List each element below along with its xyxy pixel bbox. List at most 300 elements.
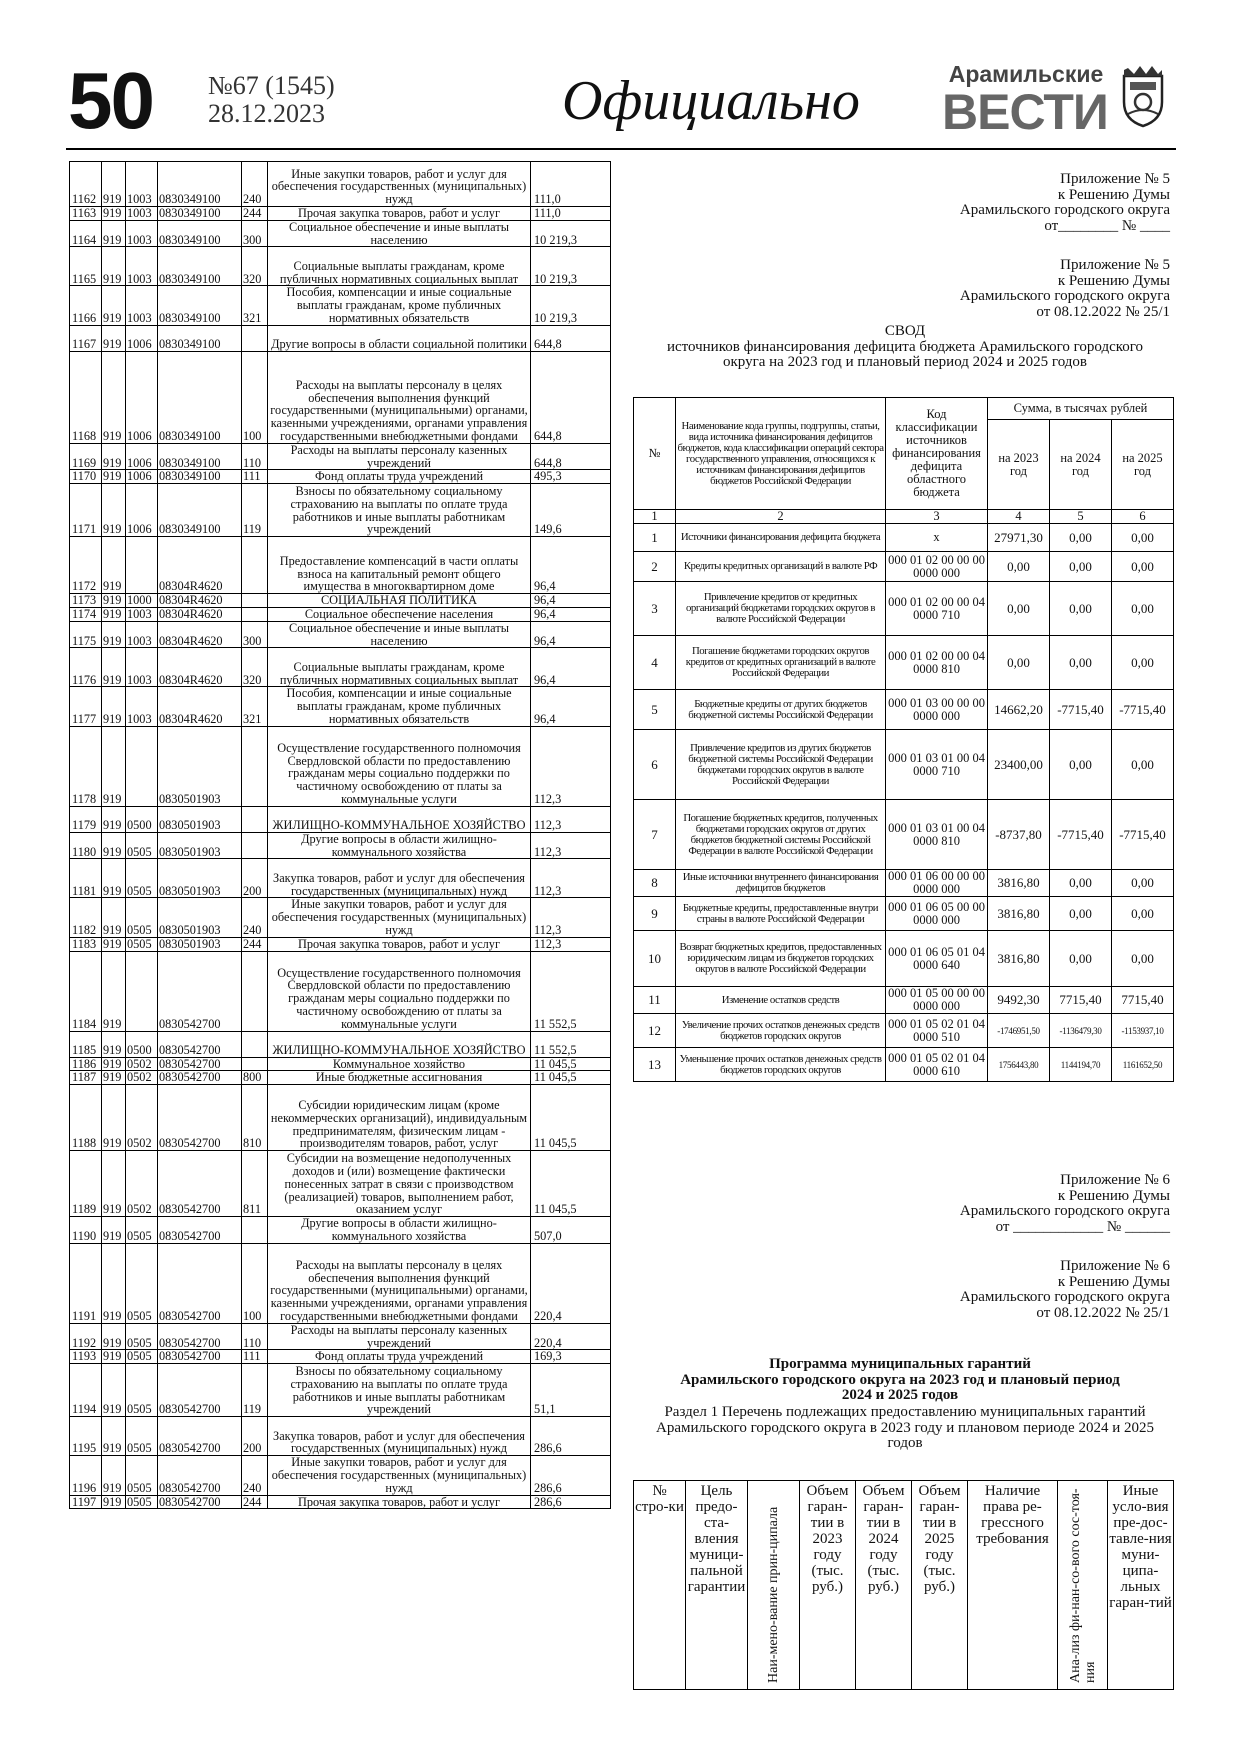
row-target: 0830501903 <box>158 726 242 806</box>
svod-row-code: 000 01 06 00 00 00 0000 000 <box>886 870 988 897</box>
row-section: 1006 <box>126 470 158 484</box>
row-grbs: 919 <box>102 607 126 621</box>
svod-row-2023: 3816,80 <box>988 931 1050 987</box>
row-section: 0502 <box>126 1057 158 1071</box>
row-kind: 200 <box>242 859 268 898</box>
masthead-top: Арамильские <box>948 61 1104 87</box>
svod-row-2024: 0,00 <box>1050 870 1112 897</box>
row-name: Коммунальное хозяйство <box>268 1057 531 1071</box>
row-target: 0830542700 <box>158 1364 242 1417</box>
row-amount: 286,6 <box>531 1495 611 1509</box>
row-grbs: 919 <box>102 1495 126 1509</box>
svod-row-code: 000 01 03 01 00 04 0000 810 <box>886 800 988 870</box>
svod-col-number: 2 <box>676 510 886 524</box>
row-kind: 321 <box>242 687 268 726</box>
svod-head-name: Наименование кода группы, подгруппы, статьи, вида источника финансирования дефицитов бюджетов, кода классификации операций сектора государственного управления, относящихся к источникам финансирования дефицитов бюджетов Российской Федерации <box>676 398 886 510</box>
row-target: 08304R4620 <box>158 607 242 621</box>
row-grbs: 919 <box>102 1085 126 1151</box>
row-name: Социальные выплаты гражданам, кроме публичных нормативных социальных выплат <box>268 648 531 687</box>
row-number: 1172 <box>70 537 102 594</box>
row-grbs: 919 <box>102 832 126 859</box>
svod-row <box>634 897 1174 931</box>
row-number: 1173 <box>70 594 102 608</box>
row-kind <box>242 607 268 621</box>
table-row <box>70 621 611 648</box>
svod-row-name: Бюджетные кредиты, предоставленные внутри страны в валюте Российской Федерации <box>676 897 886 931</box>
row-number: 1183 <box>70 937 102 951</box>
row-kind <box>242 325 268 351</box>
row-target: 0830349100 <box>158 207 242 221</box>
row-grbs: 919 <box>102 726 126 806</box>
row-target: 0830349100 <box>158 325 242 351</box>
svod-row-number: 13 <box>634 1048 676 1082</box>
row-number: 1177 <box>70 687 102 726</box>
row-number: 1196 <box>70 1456 102 1495</box>
row-grbs: 919 <box>102 537 126 594</box>
svod-row-name: Иные источники внутреннего финансирования дефицитов бюджетов <box>676 870 886 897</box>
svod-title: СВОД <box>884 323 926 339</box>
row-amount: 96,4 <box>531 537 611 594</box>
svod-head-code: Код классификации источников финансирования дефицита областного бюджета <box>886 398 988 510</box>
svod-row <box>634 636 1174 690</box>
row-number: 1176 <box>70 648 102 687</box>
coat-of-arms-icon <box>1118 62 1168 128</box>
row-grbs: 919 <box>102 351 126 443</box>
svod-row-code: 000 01 06 05 01 04 0000 640 <box>886 931 988 987</box>
row-amount: 112,3 <box>531 726 611 806</box>
row-amount: 96,4 <box>531 594 611 608</box>
row-kind: 200 <box>242 1417 268 1456</box>
row-kind: 100 <box>242 1243 268 1323</box>
expenses-table <box>69 161 611 1509</box>
row-section: 1006 <box>126 351 158 443</box>
svod-row <box>634 730 1174 800</box>
svod-row-number: 6 <box>634 730 676 800</box>
guarantee-head-2025: Объем гаран-тии в 2025 году (тыс. руб.) <box>912 1481 968 1690</box>
row-section: 1006 <box>126 325 158 351</box>
row-grbs: 919 <box>102 621 126 648</box>
svod-head-num: № <box>634 398 676 510</box>
svod-row-2023: 3816,80 <box>988 870 1050 897</box>
row-number: 1182 <box>70 898 102 937</box>
row-grbs: 919 <box>102 207 126 221</box>
table-row <box>70 351 611 443</box>
table-row <box>70 247 611 286</box>
row-number: 1190 <box>70 1217 102 1244</box>
row-number: 1180 <box>70 832 102 859</box>
table-row <box>70 1364 611 1417</box>
row-target: 0830349100 <box>158 162 242 207</box>
row-section: 1003 <box>126 648 158 687</box>
row-number: 1175 <box>70 621 102 648</box>
row-grbs: 919 <box>102 594 126 608</box>
svod-row-2024: 0,00 <box>1050 931 1112 987</box>
guarantees-table <box>633 1480 1174 1690</box>
svod-row-name: Возврат бюджетных кредитов, предоставленных юридическим лицам из бюджетов городских округов в валюте Российской Федерации <box>676 931 886 987</box>
svod-row-2025: 7715,40 <box>1112 987 1174 1014</box>
row-name: Пособия, компенсации и иные социальные выплаты гражданам, кроме публичных нормативных обязательств <box>268 286 531 325</box>
row-amount: 11 045,5 <box>531 1057 611 1071</box>
row-amount: 111,0 <box>531 162 611 207</box>
row-kind: 800 <box>242 1071 268 1085</box>
svod-row <box>634 582 1174 636</box>
svod-row-number: 12 <box>634 1014 676 1048</box>
appendix6-draft: Приложение № 6 к Решению Думы Арамильского городского округа от ____________ № ______ <box>959 1172 1170 1235</box>
table-row <box>70 1151 611 1217</box>
svod-row <box>634 931 1174 987</box>
guarantee-head-num: № стро-ки <box>634 1481 686 1690</box>
row-section: 1003 <box>126 687 158 726</box>
row-amount: 495,3 <box>531 470 611 484</box>
table-row <box>70 1217 611 1244</box>
row-name: Взносы по обязательному социальному страхованию на выплаты по оплате труда работников и иные выплаты работникам учреждений <box>268 484 531 537</box>
svod-row-2025: -7715,40 <box>1112 800 1174 870</box>
row-kind: 240 <box>242 1456 268 1495</box>
svod-row-2023: 23400,00 <box>988 730 1050 800</box>
masthead-bottom: ВЕСТИ <box>942 84 1108 140</box>
row-kind: 811 <box>242 1151 268 1217</box>
table-row <box>70 1243 611 1323</box>
row-number: 1186 <box>70 1057 102 1071</box>
row-grbs: 919 <box>102 1350 126 1364</box>
row-section: 0502 <box>126 1085 158 1151</box>
row-kind <box>242 537 268 594</box>
svod-heading <box>640 324 1170 371</box>
svod-head-y2: на 2024 год <box>1050 420 1112 510</box>
row-target: 0830501903 <box>158 898 242 937</box>
svod-row-2025: 0,00 <box>1112 552 1174 582</box>
row-name: Иные закупки товаров, работ и услуг для обеспечения государственных (муниципальных) нужд <box>268 162 531 207</box>
row-kind <box>242 1217 268 1244</box>
row-section: 1006 <box>126 484 158 537</box>
masthead <box>942 62 1172 142</box>
row-kind <box>242 832 268 859</box>
guarantee-head-other: Иные усло-вия пре-дос-тавле-ния муни-ципа-льных гаран-тий <box>1108 1481 1174 1690</box>
row-number: 1164 <box>70 220 102 247</box>
row-number: 1185 <box>70 1031 102 1057</box>
row-number: 1169 <box>70 443 102 470</box>
row-amount: 169,3 <box>531 1350 611 1364</box>
row-number: 1195 <box>70 1417 102 1456</box>
table-row <box>70 286 611 325</box>
table-row <box>70 859 611 898</box>
row-name: Иные бюджетные ассигнования <box>268 1071 531 1085</box>
row-section: 0505 <box>126 1417 158 1456</box>
row-section: 1006 <box>126 443 158 470</box>
row-section: 1003 <box>126 207 158 221</box>
svod-row-2023: 27971,30 <box>988 524 1050 552</box>
svod-row-2025: 0,00 <box>1112 524 1174 552</box>
row-grbs: 919 <box>102 1323 126 1350</box>
table-row <box>70 162 611 207</box>
row-target: 0830349100 <box>158 351 242 443</box>
row-target: 0830349100 <box>158 286 242 325</box>
table-row <box>70 1057 611 1071</box>
row-amount: 112,3 <box>531 832 611 859</box>
row-amount: 644,8 <box>531 443 611 470</box>
row-target: 0830542700 <box>158 1057 242 1071</box>
svod-table <box>633 397 1174 1082</box>
svod-head-y1: на 2023 год <box>988 420 1050 510</box>
row-target: 0830349100 <box>158 220 242 247</box>
svod-row-code: 000 01 02 00 00 00 0000 000 <box>886 552 988 582</box>
row-name: Иные закупки товаров, работ и услуг для обеспечения государственных (муниципальных) нужд <box>268 1456 531 1495</box>
row-section: 0502 <box>126 1151 158 1217</box>
row-number: 1197 <box>70 1495 102 1509</box>
row-name: Взносы по обязательному социальному страхованию на выплаты по оплате труда работников и иные выплаты работникам учреждений <box>268 1364 531 1417</box>
row-number: 1171 <box>70 484 102 537</box>
row-grbs: 919 <box>102 1071 126 1085</box>
program-section: Раздел 1 Перечень подлежащих предоставлению муниципальных гарантий Арамильского городского округа в 2023 году и плановом периоде 2024 и 2025 годов <box>656 1404 1154 1451</box>
table-row <box>70 951 611 1031</box>
row-name: Расходы на выплаты персоналу казенных учреждений <box>268 443 531 470</box>
row-target: 0830542700 <box>158 1417 242 1456</box>
svod-row-2025: -1153937,10 <box>1112 1014 1174 1048</box>
row-number: 1170 <box>70 470 102 484</box>
row-name: СОЦИАЛЬНАЯ ПОЛИТИКА <box>268 594 531 608</box>
svod-row-code: 000 01 05 00 00 00 0000 000 <box>886 987 988 1014</box>
row-target: 08304R4620 <box>158 687 242 726</box>
table-row <box>70 1323 611 1350</box>
row-kind: 300 <box>242 220 268 247</box>
table-row <box>70 1071 611 1085</box>
program-title: Программа муниципальных гарантий Арамильского городского округа на 2023 год и плановый период 2024 и 2025 годов <box>680 1356 1120 1403</box>
guarantee-head-2024: Объем гаран-тии в 2024 году (тыс. руб.) <box>856 1481 912 1690</box>
svod-row-code: 000 01 02 00 00 04 0000 810 <box>886 636 988 690</box>
row-name: Осуществление государственного полномочия Свердловской области по предоставлению гражданам меры социально поддержки по частичному освобождению от платы за коммунальные услуги <box>268 951 531 1031</box>
row-grbs: 919 <box>102 687 126 726</box>
row-section: 0505 <box>126 832 158 859</box>
table-row <box>70 1417 611 1456</box>
row-grbs: 919 <box>102 1031 126 1057</box>
page-number: 50 <box>68 56 153 145</box>
svod-row-number: 11 <box>634 987 676 1014</box>
svod-row-code: 000 01 02 00 00 04 0000 710 <box>886 582 988 636</box>
row-target: 0830542700 <box>158 1031 242 1057</box>
row-target: 0830542700 <box>158 1085 242 1151</box>
guarantee-head-goal: Цель предо-ста-вления муници-пальной гарантии <box>686 1481 748 1690</box>
row-grbs: 919 <box>102 648 126 687</box>
guarantee-head-principal: Наи-мено-вание прин-ципала <box>748 1481 800 1690</box>
row-kind: 110 <box>242 1323 268 1350</box>
guarantee-head-regress: Наличие права ре-грессного требования <box>968 1481 1058 1690</box>
svod-row-name: Источники финансирования дефицита бюджета <box>676 524 886 552</box>
row-section: 1003 <box>126 162 158 207</box>
row-number: 1193 <box>70 1350 102 1364</box>
row-amount: 111,0 <box>531 207 611 221</box>
row-amount: 507,0 <box>531 1217 611 1244</box>
svod-row-2025: 0,00 <box>1112 636 1174 690</box>
svod-row-2023: 0,00 <box>988 636 1050 690</box>
row-name: Социальное обеспечение населения <box>268 607 531 621</box>
row-target: 0830542700 <box>158 951 242 1031</box>
svod-col-number: 4 <box>988 510 1050 524</box>
row-section: 0505 <box>126 1364 158 1417</box>
row-target: 08304R4620 <box>158 537 242 594</box>
row-amount: 286,6 <box>531 1456 611 1495</box>
svod-row-2025: 0,00 <box>1112 730 1174 800</box>
row-amount: 112,3 <box>531 937 611 951</box>
row-amount: 10 219,3 <box>531 220 611 247</box>
table-row <box>70 325 611 351</box>
row-kind: 111 <box>242 470 268 484</box>
row-grbs: 919 <box>102 443 126 470</box>
row-kind: 240 <box>242 898 268 937</box>
issue-number: №67 (1545) <box>208 71 335 100</box>
row-name: Предоставление компенсаций в части оплаты взноса на капитальный ремонт общего имущества в многоквартирном доме <box>268 537 531 594</box>
row-amount: 112,3 <box>531 898 611 937</box>
row-grbs: 919 <box>102 1417 126 1456</box>
table-row <box>70 937 611 951</box>
row-kind <box>242 594 268 608</box>
row-grbs: 919 <box>102 325 126 351</box>
row-name: Другие вопросы в области жилищно-коммунального хозяйства <box>268 1217 531 1244</box>
svod-row-2023: 1756443,80 <box>988 1048 1050 1082</box>
svod-row-2024: 0,00 <box>1050 552 1112 582</box>
row-number: 1163 <box>70 207 102 221</box>
svod-row-name: Бюджетные кредиты от других бюджетов бюджетной системы Российской Федерации <box>676 690 886 730</box>
svod-row-number: 1 <box>634 524 676 552</box>
table-row <box>70 607 611 621</box>
row-kind: 240 <box>242 162 268 207</box>
issue-info <box>208 72 335 128</box>
row-name: Прочая закупка товаров, работ и услуг <box>268 937 531 951</box>
row-number: 1181 <box>70 859 102 898</box>
row-section: 0505 <box>126 1350 158 1364</box>
row-number: 1165 <box>70 247 102 286</box>
row-target: 0830542700 <box>158 1350 242 1364</box>
row-grbs: 919 <box>102 1151 126 1217</box>
appendix5-draft: Приложение № 5 к Решению Думы Арамильского городского округа от________ № ____ <box>959 171 1170 234</box>
svod-row <box>634 1048 1174 1082</box>
row-grbs: 919 <box>102 247 126 286</box>
row-section: 0505 <box>126 1456 158 1495</box>
table-row <box>70 1031 611 1057</box>
svod-row-number: 10 <box>634 931 676 987</box>
row-grbs: 919 <box>102 1057 126 1071</box>
svod-row-code: 000 01 03 00 00 00 0000 000 <box>886 690 988 730</box>
header-rule <box>66 148 1176 150</box>
svod-row-name: Привлечение кредитов из других бюджетов бюджетной системы Российской Федерации бюджетами городских округов в валюте Российской Федерации <box>676 730 886 800</box>
row-number: 1179 <box>70 806 102 832</box>
row-amount: 112,3 <box>531 806 611 832</box>
row-name: Субсидии на возмещение недополученных доходов и (или) возмещение фактически понесенных затрат в связи с производством (реализацией) товаров, выполнением работ, оказанием услуг <box>268 1151 531 1217</box>
row-kind: 320 <box>242 648 268 687</box>
svod-row-2024: 1144194,70 <box>1050 1048 1112 1082</box>
row-target: 0830542700 <box>158 1456 242 1495</box>
row-section <box>126 537 158 594</box>
table-row <box>70 832 611 859</box>
row-kind <box>242 806 268 832</box>
row-grbs: 919 <box>102 286 126 325</box>
svod-row-2024: 0,00 <box>1050 636 1112 690</box>
row-number: 1188 <box>70 1085 102 1151</box>
row-grbs: 919 <box>102 806 126 832</box>
svod-row <box>634 1014 1174 1048</box>
svod-head-sum: Сумма, в тысячах рублей <box>988 398 1174 420</box>
table-row <box>70 726 611 806</box>
row-number: 1187 <box>70 1071 102 1085</box>
row-amount: 96,4 <box>531 687 611 726</box>
svod-row-2024: 7715,40 <box>1050 987 1112 1014</box>
svod-row-2024: 0,00 <box>1050 524 1112 552</box>
row-name: Иные закупки товаров, работ и услуг для обеспечения государственных (муниципальных) нужд <box>268 898 531 937</box>
svod-row-2023: 0,00 <box>988 552 1050 582</box>
row-amount: 220,4 <box>531 1243 611 1323</box>
row-kind: 119 <box>242 1364 268 1417</box>
row-amount: 96,4 <box>531 648 611 687</box>
row-target: 0830501903 <box>158 806 242 832</box>
row-name: Прочая закупка товаров, работ и услуг <box>268 207 531 221</box>
svod-row-code: 000 01 05 02 01 04 0000 610 <box>886 1048 988 1082</box>
table-row <box>70 470 611 484</box>
row-number: 1194 <box>70 1364 102 1417</box>
svod-row-name: Увеличение прочих остатков денежных средств бюджетов городских округов <box>676 1014 886 1048</box>
row-section: 0500 <box>126 1031 158 1057</box>
svod-row-2025: 0,00 <box>1112 582 1174 636</box>
row-name: Другие вопросы в области социальной политики <box>268 325 531 351</box>
row-kind: 244 <box>242 937 268 951</box>
row-name: Осуществление государственного полномочия Свердловской области по предоставлению гражданам меры социально поддержки по частичному освобождению от платы за коммунальные услуги <box>268 726 531 806</box>
row-target: 08304R4620 <box>158 621 242 648</box>
table-row <box>70 1456 611 1495</box>
svod-row-number: 2 <box>634 552 676 582</box>
svod-row-name: Уменьшение прочих остатков денежных средств бюджетов городских округов <box>676 1048 886 1082</box>
svod-row-2025: 1161652,50 <box>1112 1048 1174 1082</box>
row-number: 1189 <box>70 1151 102 1217</box>
svod-row-code: 000 01 05 02 01 04 0000 510 <box>886 1014 988 1048</box>
row-section: 1003 <box>126 607 158 621</box>
table-row <box>70 537 611 594</box>
svod-row-2024: -7715,40 <box>1050 690 1112 730</box>
row-amount: 96,4 <box>531 621 611 648</box>
svod-row-number: 8 <box>634 870 676 897</box>
row-kind: 100 <box>242 351 268 443</box>
row-target: 0830542700 <box>158 1323 242 1350</box>
svod-row <box>634 800 1174 870</box>
row-target: 0830349100 <box>158 484 242 537</box>
table-row <box>70 687 611 726</box>
row-name: ЖИЛИЩНО-КОММУНАЛЬНОЕ ХОЗЯЙСТВО <box>268 806 531 832</box>
svod-row-2025: 0,00 <box>1112 870 1174 897</box>
row-name: Пособия, компенсации и иные социальные выплаты гражданам, кроме публичных нормативных обязательств <box>268 687 531 726</box>
row-number: 1166 <box>70 286 102 325</box>
row-amount: 11 045,5 <box>531 1151 611 1217</box>
table-row <box>70 443 611 470</box>
row-amount: 10 219,3 <box>531 286 611 325</box>
table-row <box>70 594 611 608</box>
row-target: 0830349100 <box>158 247 242 286</box>
svod-row-name: Привлечение кредитов от кредитных организаций бюджетами городских округов в валюте Российской Федерации <box>676 582 886 636</box>
row-grbs: 919 <box>102 220 126 247</box>
row-grbs: 919 <box>102 1364 126 1417</box>
svod-row-name: Погашение бюджетами городских округов кредитов от кредитных организаций в валюте Российской Федерации <box>676 636 886 690</box>
row-amount: 220,4 <box>531 1323 611 1350</box>
row-section: 0500 <box>126 806 158 832</box>
guarantee-head-analysis: Ана-лиз фи-нан-со-вого сос-тоя-ния <box>1058 1481 1108 1690</box>
table-row <box>70 648 611 687</box>
row-amount: 96,4 <box>531 607 611 621</box>
row-number: 1178 <box>70 726 102 806</box>
svod-row-2023: -1746951,50 <box>988 1014 1050 1048</box>
row-section: 1003 <box>126 220 158 247</box>
svod-row-2024: 0,00 <box>1050 730 1112 800</box>
row-amount: 112,3 <box>531 859 611 898</box>
row-kind: 320 <box>242 247 268 286</box>
table-row <box>70 220 611 247</box>
table-row <box>70 1350 611 1364</box>
table-row <box>70 1495 611 1509</box>
